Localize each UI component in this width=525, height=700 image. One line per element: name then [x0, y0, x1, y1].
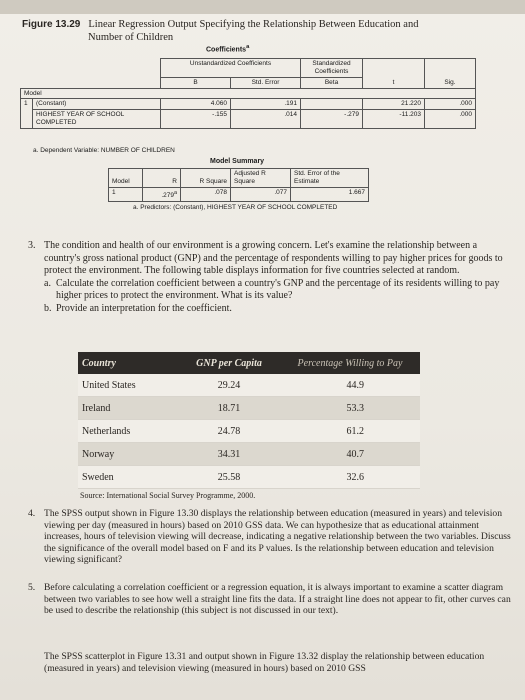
percentage-cell: 61.2 — [280, 420, 420, 443]
question-4-number: 4. — [28, 508, 36, 519]
figure-title-line1: Linear Regression Output Specifying the Relationship Between Education and — [88, 19, 419, 30]
question-3-text: The condition and health of our environment is a growing concern. Let's examine the relationship between a country's gross national product (GNP) and the percentage of respondents willing to pay higher prices for goods to protect the environment. The following table displays information for five countries selected at random. — [44, 240, 503, 276]
hdr-beta: Beta — [301, 78, 363, 89]
percentage-cell: 44.9 — [280, 374, 420, 397]
question-3b-label: b. — [44, 302, 52, 314]
country-cell: Norway — [78, 443, 178, 466]
coef-row-education-label: HIGHEST YEAR OF SCHOOL COMPLETED — [33, 110, 161, 129]
ms-r-square-value: .078 — [181, 188, 231, 202]
gnp-table — [78, 352, 420, 489]
coef-education-sig: .000 — [425, 110, 476, 129]
ms-r-value: .279$^a$ — [143, 188, 181, 202]
question-5-text: Before calculating a correlation coefficient or a regression equation, it is always important to examine a scatter diagram between two variables to see how well a straight line fits the data. If a straight line does not appear to fit, other curves can be used to describe the relationship (this subject is not discussed in our text). — [44, 582, 511, 617]
question-4-text: The SPSS output shown in Figure 13.30 displays the relationship between education (measured in years) and television viewing per day (measured in hours) based on 2010 GSS data. We can hypothesize that as educational attainment increases, hours of television viewing will decrease, indicating a negative relationship between the two variables. Discuss the significance of the overall model based on F and its P values. Is the relationship between education and television viewing significant? — [44, 508, 511, 566]
hdr-sig: Sig. — [425, 59, 476, 89]
gnp-cell: 24.78 — [178, 420, 280, 443]
coef-education-beta: -.279 — [301, 110, 363, 129]
figure-title-line2: Number of Children — [88, 32, 174, 43]
ms-adjusted-value: .077 — [231, 188, 291, 202]
coefficients-caption: Coefficients$^a$ — [206, 44, 250, 54]
figure-label: Figure 13.29 — [22, 19, 81, 30]
hdr-t: t — [363, 59, 425, 89]
gnp-cell: 18.71 — [178, 397, 280, 420]
coefficients-table — [20, 58, 476, 129]
question-5-continued: The SPSS scatterplot in Figure 13.31 and output shown in Figure 13.32 display the relationship between education (measured in years) and television viewing (measured in hours) based on 2010 GSS — [44, 651, 485, 674]
page-top-edge — [0, 0, 525, 14]
country-cell: Sweden — [78, 466, 178, 489]
percentage-cell: 40.7 — [280, 443, 420, 466]
ms-hdr-adjusted: Adjusted R Square — [231, 169, 291, 188]
ms-hdr-r: R — [143, 169, 181, 188]
gnp-hdr-percentage: Percentage Willing to Pay — [280, 352, 420, 374]
question-3-number: 3. — [28, 240, 36, 251]
table-row — [78, 466, 420, 489]
ms-hdr-r-square: R Square — [181, 169, 231, 188]
hdr-standardized: Standardized Coefficients — [301, 59, 363, 78]
question-4 — [28, 508, 516, 566]
question-3a-label: a. — [44, 277, 51, 289]
country-cell: Netherlands — [78, 420, 178, 443]
gnp-hdr-gnp: GNP per Capita — [178, 352, 280, 374]
table-row — [78, 397, 420, 420]
coef-constant-t: 21.220 — [363, 99, 425, 110]
coef-constant-se: .191 — [231, 99, 301, 110]
country-cell: United States — [78, 374, 178, 397]
table-source: Source: International Social Survey Programme, 2000. — [80, 491, 256, 500]
hdr-std-error: Std. Error — [231, 78, 301, 89]
coef-education-se: .014 — [231, 110, 301, 129]
table-row — [78, 420, 420, 443]
gnp-cell: 25.58 — [178, 466, 280, 489]
percentage-cell: 32.6 — [280, 466, 420, 489]
coef-education-b: -.155 — [161, 110, 231, 129]
model-summary-table — [108, 168, 369, 202]
ms-std-error-value: 1.667 — [291, 188, 369, 202]
question-5-number: 5. — [28, 582, 36, 593]
gnp-cell: 34.31 — [178, 443, 280, 466]
ms-hdr-model: Model — [109, 169, 143, 188]
question-3a — [44, 278, 513, 303]
question-3a-text: Calculate the correlation coefficient between a country's GNP and the percentage of its residents willing to pay higher prices to protect the environment. What is its value? — [56, 277, 500, 301]
coef-education-t: -11.203 — [363, 110, 425, 129]
gnp-hdr-country: Country — [78, 352, 178, 374]
model-summary-footnote: a. Predictors: (Constant), HIGHEST YEAR OF SCHOOL COMPLETED — [133, 204, 338, 211]
country-cell: Ireland — [78, 397, 178, 420]
ms-hdr-std-error: Std. Error of the Estimate — [291, 169, 369, 188]
gnp-cell: 29.24 — [178, 374, 280, 397]
table-row — [78, 374, 420, 397]
hdr-model: Model — [21, 89, 476, 99]
coef-constant-beta — [301, 99, 363, 110]
coef-model-number: 1 — [21, 99, 33, 129]
model-summary-caption: Model Summary — [210, 158, 265, 165]
coef-constant-sig: .000 — [425, 99, 476, 110]
question-3b — [44, 303, 513, 316]
figure-title — [22, 18, 517, 44]
coef-row-constant-label: (Constant) — [33, 99, 161, 110]
hdr-unstandardized: Unstandardized Coefficients — [161, 59, 301, 78]
coefficients-footnote: a. Dependent Variable: NUMBER OF CHILDREN — [33, 147, 175, 154]
hdr-b: B — [161, 78, 231, 89]
percentage-cell: 53.3 — [280, 397, 420, 420]
question-3b-text: Provide an interpretation for the coefficient. — [56, 302, 232, 314]
coef-constant-b: 4.060 — [161, 99, 231, 110]
question-3 — [28, 240, 513, 315]
ms-model-number: 1 — [109, 188, 143, 202]
question-5 — [28, 582, 516, 617]
table-row — [78, 443, 420, 466]
